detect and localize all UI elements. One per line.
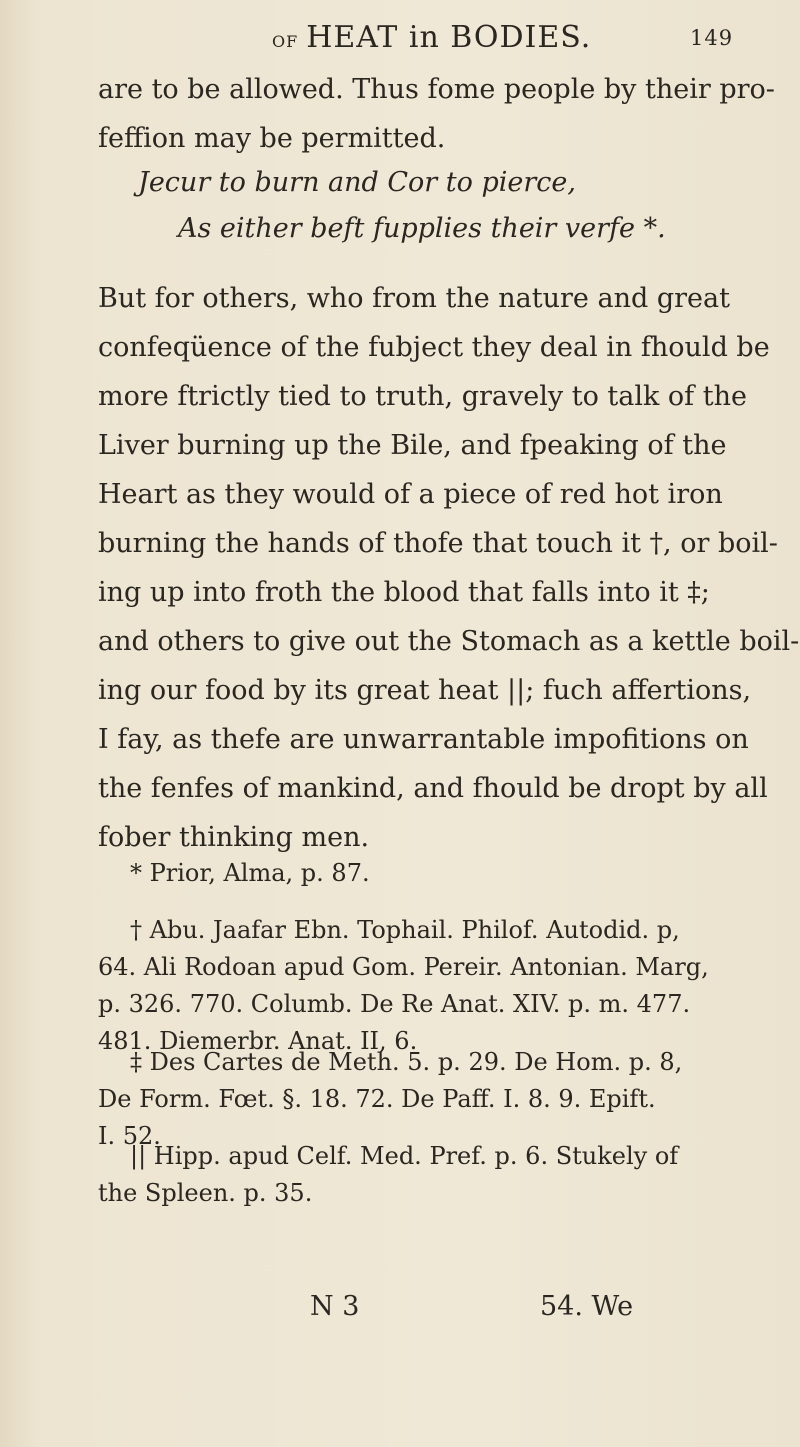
text-line: I fay, as thefe are unwarrantable impofitions on xyxy=(98,724,749,755)
page-number: 149 xyxy=(690,26,734,50)
text-line: the fenfes of mankind, and fhould be dropt by all xyxy=(98,773,768,804)
footnote-line: * Prior, Alma, p. 87. xyxy=(130,859,370,887)
signature-mark: N 3 xyxy=(310,1291,360,1322)
footnote-line: † Abu. Jaafar Ebn. Tophail. Philof. Autodid. p, xyxy=(130,916,680,944)
text-line: ing up into froth the blood that falls into it ‡; xyxy=(98,577,710,608)
text-line: Liver burning up the Bile, and fpeaking of the xyxy=(98,430,727,461)
text-line: feffion may be permitted. xyxy=(98,123,446,154)
text-line: are to be allowed. Thus fome people by their pro- xyxy=(98,74,775,105)
intro-paragraph xyxy=(98,65,775,163)
header-title: HEAT in BODIES. xyxy=(306,20,592,55)
footnote-dagger xyxy=(98,912,760,1060)
footnote-line: || Hipp. apud Celf. Med. Pref. p. 6. Stukely of xyxy=(130,1142,679,1170)
text-line: Heart as they would of a piece of red hot iron xyxy=(98,479,723,510)
text-line: and others to give out the Stomach as a kettle boil- xyxy=(98,626,800,657)
running-header xyxy=(272,20,732,64)
footnote-line: 64. Ali Rodoan apud Gom. Pereir. Antonian. Marg, xyxy=(98,953,709,981)
verse-line: As either beft fupplies their verfe *. xyxy=(178,213,666,244)
page-footer xyxy=(300,1291,770,1331)
text-line: more ftrictly tied to truth, gravely to talk of the xyxy=(98,381,747,412)
footnote-parallel xyxy=(98,1138,760,1212)
header-of: OF xyxy=(272,32,299,51)
verse-line: Jecur to burn and Cor to pierce, xyxy=(138,167,576,198)
text-line: fober thinking men. xyxy=(98,822,370,853)
text-line: confeqüence of the fubject they deal in fhould be xyxy=(98,332,770,363)
verse-quotation xyxy=(138,160,738,252)
footnote-line: 481. Diemerbr. Anat. II, 6. xyxy=(98,1027,418,1055)
main-paragraph xyxy=(98,274,800,862)
footnote-line: p. 326. 770. Columb. De Re Anat. XIV. p. m. 477. xyxy=(98,990,691,1018)
footnote-line: De Form. Fœt. §. 18. 72. De Paff. I. 8. 9. Epift. xyxy=(98,1085,656,1113)
footnote-line: I. 52. xyxy=(98,1122,161,1150)
text-line: But for others, who from the nature and great xyxy=(98,283,730,314)
footnote-prior xyxy=(98,855,760,892)
text-line: burning the hands of thofe that touch it †, or boil- xyxy=(98,528,778,559)
footnote-line: the Spleen. p. 35. xyxy=(98,1179,313,1207)
catchword: 54. We xyxy=(540,1291,634,1322)
text-line: ing our food by its great heat ||; fuch affertions, xyxy=(98,675,752,706)
footnote-line: ‡ Des Cartes de Meth. 5. p. 29. De Hom. p. 8, xyxy=(130,1048,683,1076)
